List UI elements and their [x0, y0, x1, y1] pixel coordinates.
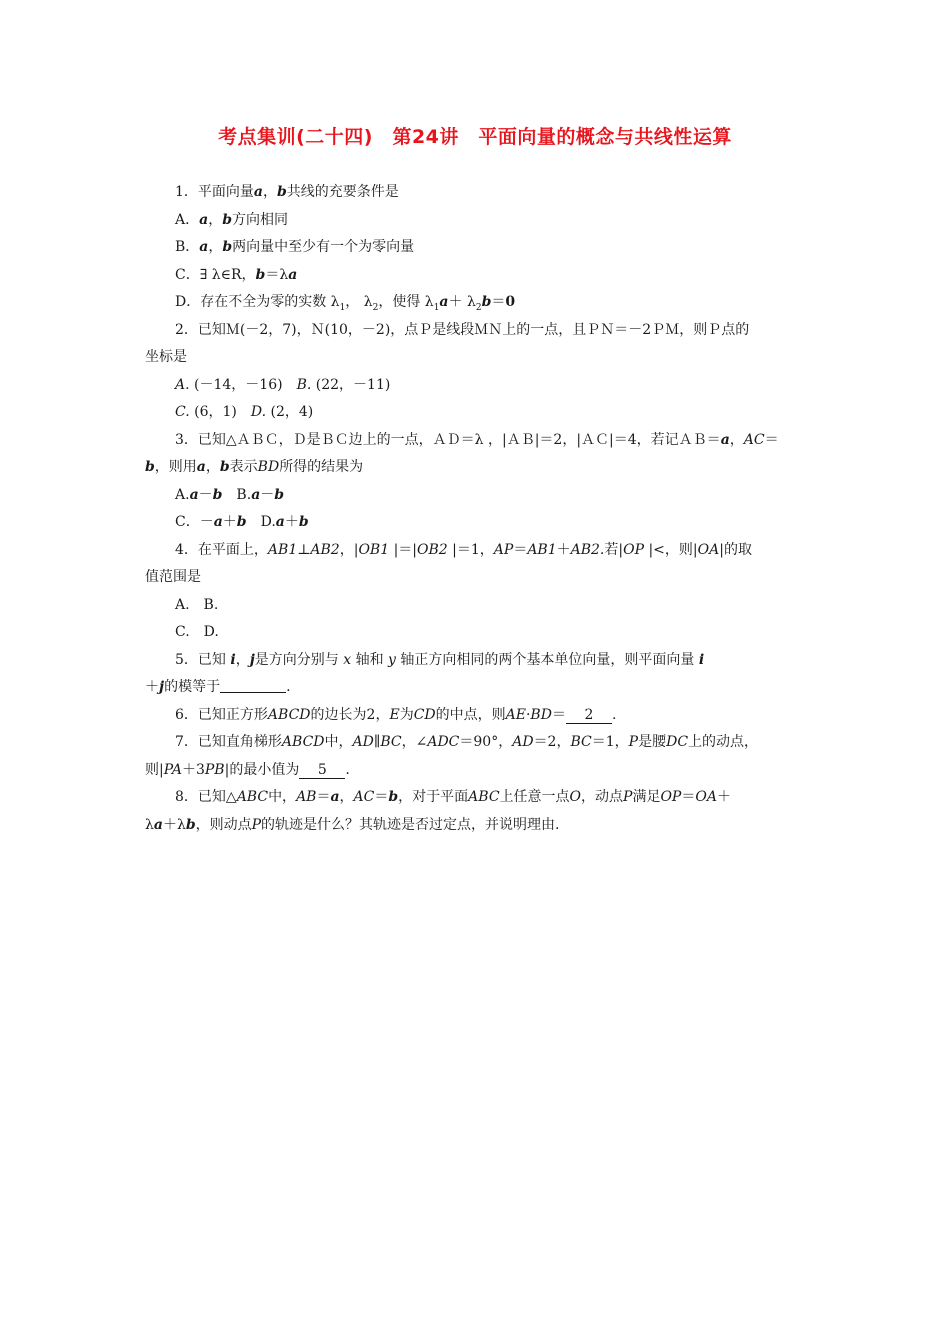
vector-b: b	[212, 486, 223, 503]
text: 的中点，则	[435, 706, 506, 723]
q6-stem	[145, 702, 810, 730]
vector-a: a	[439, 294, 449, 310]
label-bc: BC	[380, 734, 402, 750]
text: ＝2，	[533, 734, 571, 750]
page-title: 考点集训(二十四) 第24讲 平面向量的概念与共线性运算	[218, 126, 732, 148]
text: |＝1，	[447, 541, 494, 558]
label-abcd: ABCD	[267, 706, 311, 723]
label-o: O	[569, 789, 582, 805]
label-ad: AD	[512, 734, 534, 750]
q4-stem-cont: 值范围是	[145, 569, 201, 585]
answer-value: 2	[566, 707, 612, 724]
q3-options-cd	[145, 509, 810, 537]
text: ＋λ	[162, 816, 186, 833]
text: .	[611, 706, 617, 723]
q8-stem	[145, 784, 810, 812]
text: C．∃ λ∈R，	[175, 266, 256, 283]
vector-a: a	[253, 184, 263, 200]
text: 是方向分别与	[254, 651, 344, 668]
vector-b: b	[222, 211, 232, 228]
text: λ	[145, 816, 154, 833]
text: 则|	[145, 761, 164, 778]
vector-ap: AP	[493, 541, 514, 558]
text: －	[260, 486, 275, 503]
vector-oa: OA	[697, 541, 720, 558]
text: 方向相同	[232, 211, 288, 228]
text: 上任意一点	[499, 789, 570, 805]
text: ，∠	[401, 734, 428, 750]
q2-options-ab	[145, 372, 810, 400]
text: 满足	[632, 789, 661, 805]
text: 中，	[324, 734, 353, 750]
answer-value: 5	[299, 762, 345, 779]
text: ，	[235, 651, 250, 668]
text: ＝1，	[591, 734, 629, 750]
text: ＋3	[181, 761, 205, 778]
vector-ac: AC	[743, 431, 765, 448]
option-label: D.	[250, 404, 267, 420]
label-p: P	[628, 734, 639, 750]
text: ， λ	[345, 294, 373, 310]
text: 是腰	[638, 734, 667, 750]
text: ＝	[513, 541, 528, 558]
text: ⊥	[297, 541, 311, 558]
label-adc: ADC	[427, 734, 460, 750]
text: |的取	[719, 541, 752, 558]
text: A．	[175, 211, 200, 228]
text: B．	[175, 239, 200, 255]
vector-a: a	[288, 266, 298, 283]
vector-ab2: AB2.	[570, 541, 605, 558]
label-p: P	[251, 816, 262, 833]
answer-blank[interactable]	[220, 676, 286, 693]
q4-options-cd: C. D.	[175, 624, 219, 640]
text: 5．已知	[175, 651, 231, 668]
text: ＋	[145, 679, 159, 695]
text: |＝|	[389, 541, 418, 558]
question-list	[145, 179, 810, 839]
text: (6，1)	[189, 404, 251, 420]
text: ＝	[491, 294, 506, 310]
text: .	[345, 761, 350, 778]
vector-pb: PB	[204, 761, 225, 778]
vector-a: a	[153, 816, 163, 833]
text: 3．已知△ＡＢＣ，Ｄ是ＢＣ边上的一点，ＡＤ＝λ ，|ＡＢ|＝2，|ＡＣ|＝4，若记ＡＢ＝	[175, 431, 721, 448]
label-ad: AD	[352, 734, 374, 750]
axis-x: x	[343, 651, 352, 668]
q3-options-ab	[145, 482, 810, 510]
text: 轴正方向相同的两个基本单位向量，则平面向量	[395, 651, 699, 668]
text: 为	[399, 706, 414, 723]
text: ，	[339, 789, 354, 805]
q1-stem	[145, 179, 810, 207]
text: ·	[525, 706, 531, 723]
vector-ac: AC	[353, 789, 375, 805]
q2-stem: 2．已知Ｍ(－2，7)，Ｎ(10，－2)，点Ｐ是线段ＭＮ上的一点，且ＰＮ＝－2ＰＭ，则Ｐ点的	[175, 321, 750, 338]
vector-a: a	[330, 789, 340, 805]
vector-b: b	[481, 294, 492, 310]
label-bc: BC	[570, 734, 592, 750]
vector-b: b	[219, 459, 230, 475]
text: ＋	[556, 541, 571, 558]
vector-b: b	[185, 816, 196, 833]
vector-j: j	[159, 679, 165, 695]
vector-ob1: OB1	[358, 541, 390, 558]
vector-ae: AE	[505, 706, 526, 723]
label-abc: ABC	[236, 789, 269, 805]
label-abc: ABC	[468, 789, 500, 805]
vector-a: a	[720, 431, 730, 448]
vector-pa: PA	[163, 761, 182, 778]
text: .	[286, 679, 291, 695]
q7-stem	[145, 729, 810, 757]
text: ∥	[373, 734, 381, 750]
text: ，动点	[581, 789, 624, 805]
option-label: B.	[222, 486, 252, 503]
text: ＋	[716, 789, 731, 805]
vector-ab1: AB1	[527, 541, 557, 558]
vector-ob2: OB2	[417, 541, 448, 558]
text: ＝90°，	[459, 734, 513, 750]
option-label: A.	[175, 376, 190, 393]
label-cd: CD	[413, 706, 436, 723]
q7-stem-cont	[145, 757, 810, 785]
text: 的轨迹是什么？其轨迹是否过定点，并说明理由.	[261, 816, 560, 833]
text: ＝	[374, 789, 389, 805]
vector-op: OP	[623, 541, 645, 558]
vector-a: a	[275, 514, 285, 530]
q5-stem	[145, 647, 810, 675]
text: ，	[208, 239, 223, 255]
vector-a: a	[199, 211, 209, 228]
text: ＝	[681, 789, 696, 805]
vector-bd: BD	[257, 459, 280, 475]
vector-b: b	[388, 789, 399, 805]
vector-op: OP	[660, 789, 682, 805]
subscript: 1	[339, 302, 346, 313]
vector-bd: BD	[530, 706, 552, 723]
vector-b: b	[222, 239, 233, 255]
text: ＝	[316, 789, 331, 805]
text: ＋	[284, 514, 299, 530]
vector-a: a	[196, 459, 206, 475]
label-e: E	[389, 706, 400, 723]
text: (2，4)	[266, 404, 314, 420]
text: 两向量中至少有一个为零向量	[232, 239, 415, 255]
subscript: 2	[475, 302, 482, 313]
option-label: D.	[246, 514, 276, 530]
q5-stem-cont	[145, 674, 810, 702]
text: ，|	[339, 541, 359, 558]
text: 8．已知△	[175, 789, 237, 805]
vector-ab1: AB1	[267, 541, 298, 558]
vector-j: j	[249, 651, 255, 668]
vector-i: i	[230, 651, 236, 668]
text: 1．平面向量	[175, 184, 254, 200]
text: ，使得 λ	[378, 294, 434, 310]
option-label: C.	[175, 404, 190, 420]
text: ，	[729, 431, 744, 448]
text: 4．在平面上，	[175, 541, 268, 558]
vector-a: a	[189, 486, 199, 503]
vector-oa: OA	[695, 789, 717, 805]
text: (22，－11)	[311, 376, 391, 393]
text: 的边长为2，	[310, 706, 390, 723]
label-abcd: ABCD	[281, 734, 325, 750]
text: 6．已知正方形	[175, 706, 268, 723]
q2-options-cd	[145, 399, 810, 427]
text: ＋ λ	[448, 294, 476, 310]
option-label: C．－	[175, 514, 214, 530]
text: 上的动点，	[688, 734, 759, 750]
text: D．存在不全为零的实数 λ	[175, 294, 340, 310]
text: ＋	[222, 514, 237, 530]
q8-stem-cont	[145, 812, 810, 840]
q1-option-d	[145, 289, 810, 317]
vector-b: b	[298, 514, 309, 530]
text: 若|	[604, 541, 624, 558]
subscript: 2	[372, 302, 379, 313]
label-p: P	[623, 789, 633, 805]
text: ＝λ	[265, 266, 289, 283]
vector-a: a	[251, 486, 261, 503]
axis-y: y	[388, 651, 396, 668]
text: ，	[205, 459, 220, 475]
text: 的模等于	[164, 679, 221, 695]
text: ＝	[764, 431, 779, 448]
vector-b: b	[277, 184, 287, 200]
vector-ab: AB	[296, 789, 317, 805]
text: 共线的充要条件是	[286, 184, 399, 200]
text: (－14，－16)	[189, 376, 297, 393]
vector-ab2: AB2	[310, 541, 340, 558]
text: 7．已知直角梯形	[175, 734, 282, 750]
q4-options-ab: A. B.	[175, 596, 219, 613]
subscript: 1	[433, 302, 440, 313]
q4-stem	[145, 537, 810, 565]
vector-b: b	[145, 459, 155, 475]
q1-option-a	[145, 207, 810, 235]
vector-a: a	[199, 239, 209, 255]
vector-b: b	[274, 486, 285, 503]
q2-stem-cont: 坐标是	[145, 349, 187, 365]
vector-b: b	[255, 266, 266, 283]
text: |的最小值为	[224, 761, 300, 778]
text: ，	[208, 211, 223, 228]
text: ，	[263, 184, 277, 200]
text: ，对于平面	[398, 789, 469, 805]
zero-vector: 0	[505, 294, 516, 310]
label-dc: DC	[666, 734, 689, 750]
q1-option-b	[145, 234, 810, 262]
vector-i: i	[698, 651, 705, 668]
text: ＝	[551, 706, 566, 723]
vector-b: b	[236, 514, 247, 530]
option-label: B.	[296, 376, 312, 393]
option-label: A.	[175, 486, 190, 503]
text: 表示	[229, 459, 258, 475]
q3-stem-cont	[145, 454, 810, 482]
text: 轴和	[351, 651, 389, 668]
q3-stem	[145, 427, 810, 455]
text: 所得的结果为	[279, 459, 364, 475]
text: ，则动点	[195, 816, 252, 833]
text: |<，则|	[644, 541, 698, 558]
text: ，则用	[154, 459, 197, 475]
text: －	[198, 486, 213, 503]
vector-a: a	[213, 514, 223, 530]
text: 中，	[268, 789, 297, 805]
q1-option-c	[145, 262, 810, 290]
